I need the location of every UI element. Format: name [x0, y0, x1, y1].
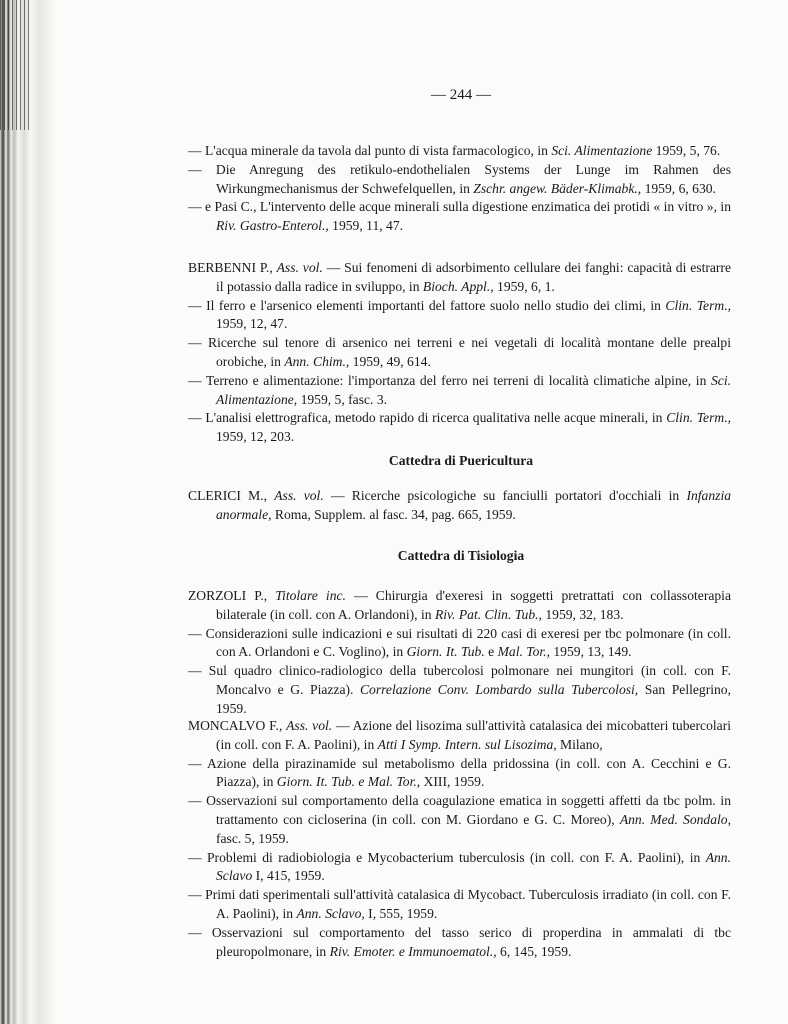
- entry-text: 1959, 5, 76.: [652, 143, 721, 158]
- entries-block-continued: [188, 142, 731, 236]
- bibliography-entry: [188, 792, 731, 848]
- entry-text: — Die Anregung des retikulo-endothelialen Systems der Lunge im Rahmen des Wirkungmechanismus der Schwefelquellen, in: [188, 161, 731, 196]
- bibliography-entry: [188, 161, 731, 199]
- publication-title: Titolare inc.: [275, 588, 346, 603]
- entry-text: 1959, 13, 149.: [549, 644, 632, 660]
- publication-title: Giorn. It. Tub.: [406, 644, 485, 660]
- entry-text: — L'analisi elettrografica, metodo rapido di ricerca qualitativa nelle acque minerali, in: [188, 410, 667, 426]
- bibliography-entry: [188, 198, 731, 236]
- bibliography-entry: [188, 717, 731, 755]
- publication-title: Riv. Gastro-Enterol.,: [216, 218, 329, 234]
- entry-text: — Considerazioni sulle indicazioni e sui risultati di 220 casi di exeresi per tbc polmonare (in coll. con A. Orlandoni e C. Voglino), in: [188, 625, 731, 660]
- publication-title: Ass. vol.: [276, 260, 323, 275]
- entry-text: CLERICI M.,: [188, 488, 275, 503]
- publication-title: Clin. Term.,: [665, 297, 731, 313]
- entry-text: MONCALVO F.,: [188, 718, 287, 733]
- entry-text: 1959, 5, fasc. 3.: [297, 391, 388, 407]
- publication-title: Atti I Symp. Intern. sul Lisozima,: [377, 736, 557, 752]
- entry-text: — Chirurgia d'exeresi in soggetti pretrattati con collassoterapia bilaterale (in coll. con A. Orlandoni), in: [216, 588, 731, 622]
- bibliography-entry: [188, 662, 731, 718]
- bibliography-entry: [188, 334, 731, 372]
- scan-binding-edge: [0, 0, 56, 1024]
- section-heading-puericultura: Cattedra di Puericultura: [388, 453, 534, 468]
- entry-text: I, 415, 1959.: [252, 868, 325, 884]
- entry-text: 1959, 49, 614.: [349, 353, 431, 369]
- bibliography-entry: [188, 297, 731, 335]
- entry-text: 1959, 12, 47.: [216, 316, 288, 332]
- entry-text: — e Pasi C., L'intervento delle acque minerali sulla digestione enzimatica dei protidi « in vitro », in: [188, 199, 731, 215]
- entry-text: 1959, 12, 203.: [216, 429, 295, 445]
- entry-text: — L'acqua minerale da tavola dal punto di vista farmacologico, in: [188, 143, 552, 158]
- entry-text: — Il ferro e l'arsenico elementi importanti del fattore suolo nello studio dei climi, in: [188, 297, 666, 313]
- bibliography-entry: [188, 409, 731, 447]
- publication-title: Mal. Tor.,: [497, 644, 550, 660]
- publication-title: Ann. Sclavo,: [296, 905, 365, 921]
- entries-block-zorzoli: [188, 587, 731, 719]
- entry-text: 1959, 11, 47.: [328, 218, 404, 234]
- entry-text: ZORZOLI P.,: [188, 588, 276, 603]
- publication-title: Ass. vol.: [286, 718, 333, 733]
- entry-text: — Osservazioni sul comportamento della coagulazione ematica in soggetti affetti da tbc polm. in trattamento con cicloserina (in coll. con M. Giordano e G. C. Moreo),: [188, 793, 731, 827]
- entry-text: — Ricerche sul tenore di arsenico nei terreni e nei vegetali di località montane delle prealpi orobiche, in: [188, 335, 731, 369]
- bibliography-entry: [188, 625, 731, 663]
- entries-block-clerici: [188, 487, 731, 525]
- publication-title: Ann. Chim.,: [284, 353, 350, 369]
- publication-title: Giorn. It. Tub. e Mal. Tor.,: [276, 774, 421, 790]
- bibliography-entry: [188, 259, 731, 297]
- publication-title: Sci. Alimentazione,: [216, 372, 731, 407]
- bibliography-entry: [188, 142, 731, 161]
- entry-text: XIII, 1959.: [420, 774, 485, 790]
- entry-text: — Sui fenomeni di adsorbimento cellulare dei fanghi: capacità di estrarre il potassio dalla radice in sviluppo, in: [216, 260, 731, 294]
- entry-text: 1959, 32, 183.: [541, 606, 624, 622]
- publication-title: Riv. Emoter. e Immunoematol.,: [329, 943, 497, 959]
- publication-title: Riv. Pat. Clin. Tub.,: [434, 606, 542, 622]
- entry-text: — Primi dati sperimentali sull'attività catalasica di Mycobact. Tuberculosis irradiato (in coll. con F. A. Paolini), in: [188, 887, 731, 921]
- publication-title: Bioch. Appl.,: [422, 278, 494, 294]
- entry-text: I, 555, 1959.: [364, 905, 438, 921]
- bibliography-entry: [188, 487, 731, 525]
- entry-text: 1959, 6, 1.: [493, 278, 555, 294]
- entry-text: — Problemi di radiobiologia e Mycobacterium tuberculosis (in coll. con F. A. Paolini), in: [188, 849, 706, 865]
- publication-title: Clin. Term.,: [666, 410, 731, 426]
- entry-text: — Azione della pirazinamide sul metabolismo della pridossina (in coll. con A. Cecchini e G. Piazza), in: [188, 755, 731, 790]
- entry-text: — Terreno e alimentazione: l'importanza del ferro nei terreni di località climatiche alpine, in: [188, 372, 711, 388]
- page-number: — 244 —: [431, 87, 491, 103]
- bibliography-entry: [188, 924, 731, 962]
- bibliography-entry: [188, 587, 731, 625]
- bibliography-entry: [188, 849, 731, 887]
- publication-title: Infanzia anormale,: [216, 488, 732, 522]
- bibliography-entry: [188, 755, 731, 793]
- publication-title: Zschr. angew. Bäder-Klimabk.,: [473, 180, 642, 196]
- entry-text: — Osservazioni sul comportamento del tasso serico di properdina in ammalati di tbc pleuropolmonare, in: [188, 924, 731, 959]
- entry-text: BERBENNI P.,: [188, 260, 277, 275]
- publication-title: Ass. vol.: [274, 488, 324, 503]
- publication-title: Correlazione Conv. Lombardo sulla Tubercolosi,: [359, 681, 639, 697]
- bibliography-entry: [188, 372, 731, 410]
- entry-text: 6, 145, 1959.: [496, 943, 572, 959]
- publication-title: Ann. Sclavo: [216, 849, 731, 884]
- entry-text: — Azione del lisozima sull'attività catalasica dei micobatteri tubercolari (in coll. con F. A. Paolini), in: [216, 718, 732, 752]
- entry-text: Milano,: [556, 736, 603, 752]
- entry-text: — Sul quadro clinico-radiologico della tubercolosi polmonare nei mungitori (in coll. con F. Moncalvo e G. Piazza).: [188, 663, 731, 697]
- entry-text: San Pellegrino, 1959.: [216, 681, 731, 716]
- publication-title: Sci. Alimentazione: [551, 143, 653, 158]
- entry-text: 1959, 6, 630.: [641, 180, 716, 196]
- publication-title: Ann. Med. Sondalo,: [619, 811, 731, 827]
- section-heading-tisiologia: Cattedra di Tisiologia: [397, 548, 525, 563]
- entry-text: — Ricerche psicologiche su fanciulli portatori d'occhiali in: [323, 488, 687, 503]
- entries-block-moncalvo: [188, 717, 731, 961]
- entry-text: fasc. 5, 1959.: [216, 830, 289, 846]
- entry-text: e: [484, 644, 498, 660]
- entry-text: Roma, Supplem. al fasc. 34, pag. 665, 1959.: [271, 506, 516, 522]
- bibliography-entry: [188, 886, 731, 924]
- entries-block-berbenni: [188, 259, 731, 447]
